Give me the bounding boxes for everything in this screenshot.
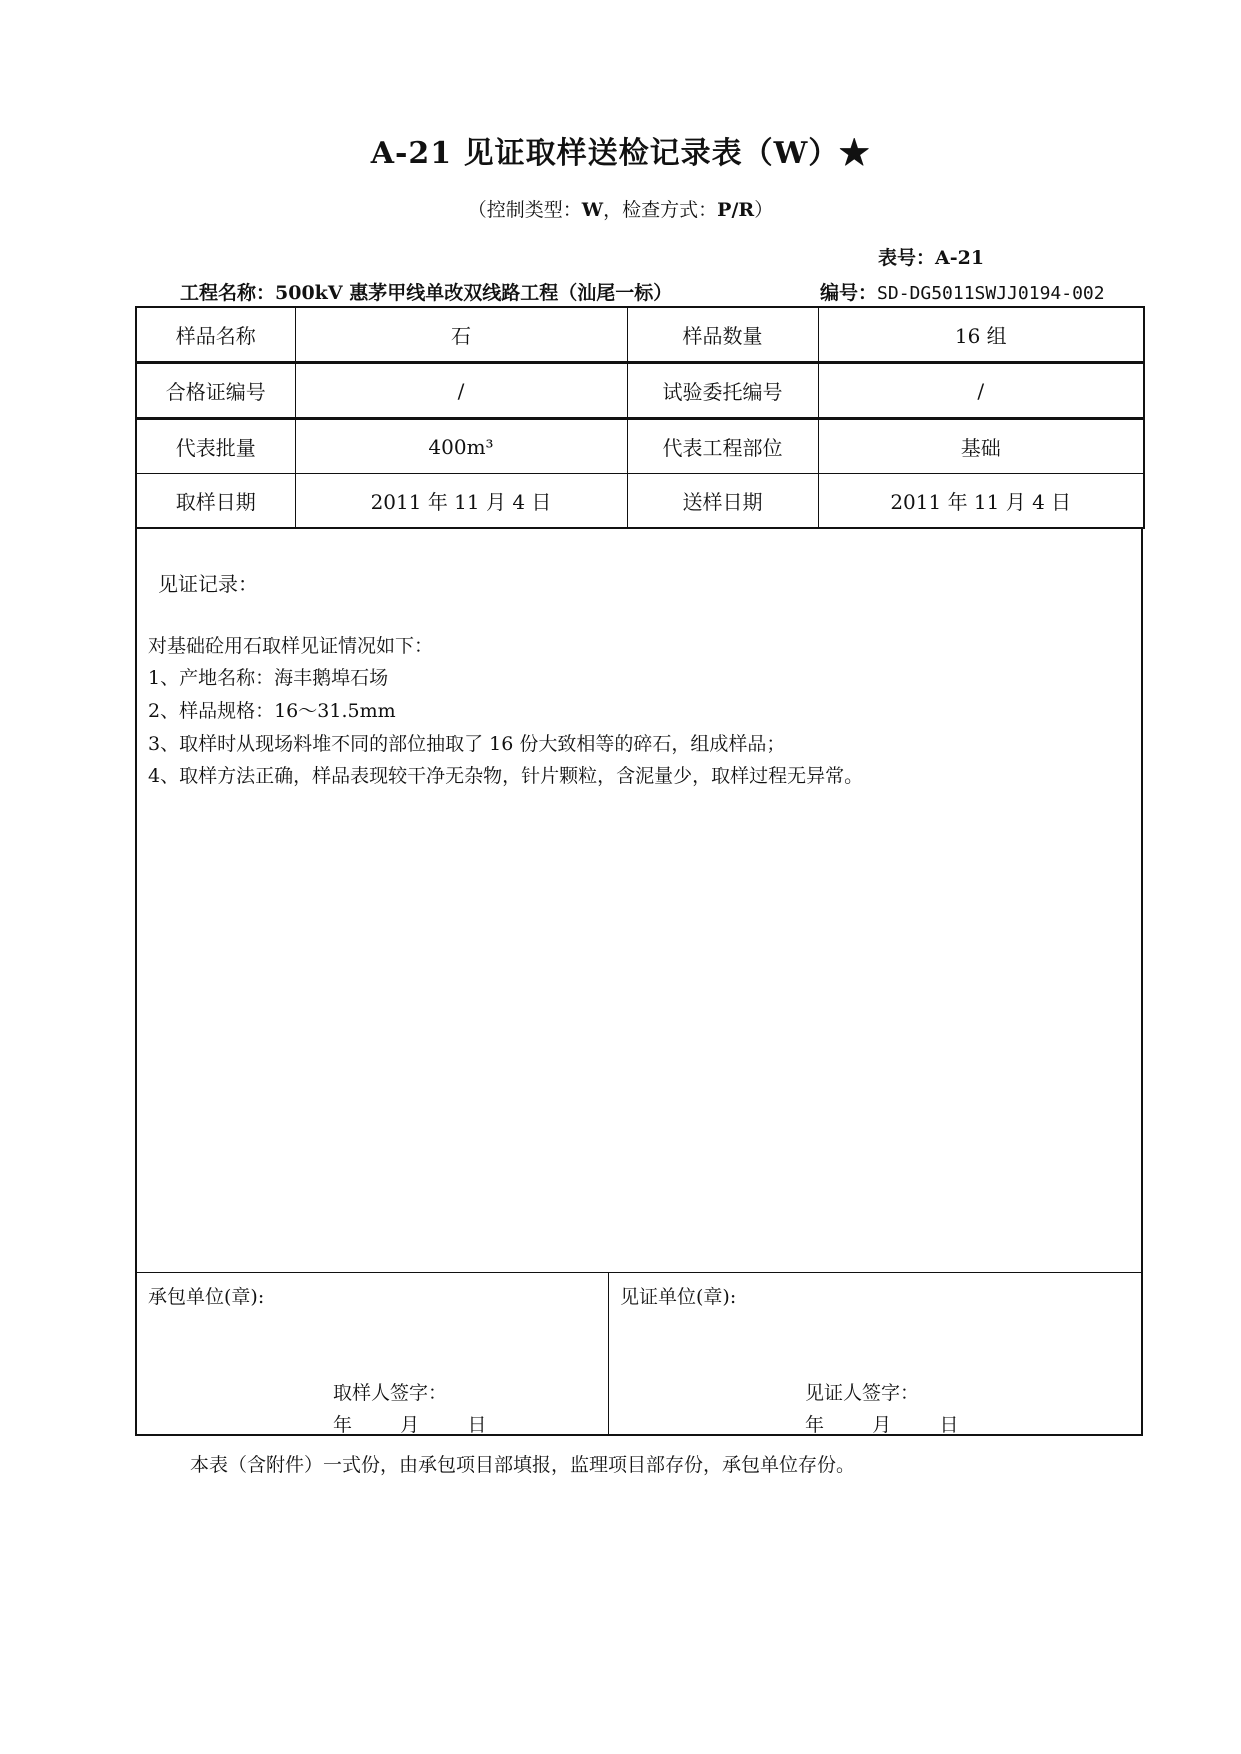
sample-name-label: 样品名称 <box>136 307 295 363</box>
sample-quantity-value: 16 组 <box>818 307 1144 363</box>
batch-size-value: 400m³ <box>295 419 627 474</box>
record-line: 1、产地名称：海丰鹅埠石场 <box>148 667 389 689</box>
project-part-value: 基础 <box>818 419 1144 474</box>
delivery-date-label: 送样日期 <box>627 474 818 529</box>
footer-note: 本表（含附件）一式份，由承包项目部填报，监理项目部存份，承包单位存份。 <box>190 1454 856 1476</box>
certificate-no-label: 合格证编号 <box>136 363 295 419</box>
witness-record-label: 见证记录： <box>158 572 258 596</box>
page-title: A-21 见证取样送检记录表（W）★ <box>370 136 871 171</box>
batch-size-label: 代表批量 <box>136 419 295 474</box>
sample-info-table <box>135 306 1145 529</box>
witness-unit-label: 见证单位(章): <box>620 1286 737 1308</box>
subtitle-suffix: ） <box>754 199 774 221</box>
signature-divider <box>608 1272 609 1436</box>
test-commission-no-value: / <box>818 363 1144 419</box>
sampler-date: 年 月 日 <box>333 1414 487 1436</box>
project-name: 500kV 惠茅甲线单改双线路工程（汕尾一标） <box>275 282 673 304</box>
document-code: SD-DG5011SWJJ0194-002 <box>877 283 1105 304</box>
project-name-line <box>180 278 672 305</box>
test-commission-no-label: 试验委托编号 <box>627 363 818 419</box>
sample-quantity-label: 样品数量 <box>627 307 818 363</box>
record-line: 2、样品规格：16～31.5mm <box>148 700 396 722</box>
control-type-value: W <box>581 199 604 221</box>
sampling-date-label: 取样日期 <box>136 474 295 529</box>
record-line: 4、取样方法正确，样品表现较干净无杂物，针片颗粒，含泥量少，取样过程无异常。 <box>148 765 864 787</box>
inspection-method-value: P/R <box>717 199 755 221</box>
subtitle-mid: ，检查方式： <box>603 199 718 221</box>
witness-signature-label: 见证人签字： <box>805 1382 920 1404</box>
sampler-signature-label: 取样人签字： <box>333 1382 448 1404</box>
contractor-unit-label: 承包单位(章): <box>148 1286 265 1308</box>
subtitle-prefix: （控制类型： <box>467 199 582 221</box>
sampling-date-value: 2011 年 11 月 4 日 <box>295 474 627 529</box>
table-row <box>136 419 1144 474</box>
control-type-line <box>0 195 1241 222</box>
form-number: 表号：A-21 <box>878 247 985 269</box>
document-code-line <box>820 278 1105 305</box>
delivery-date-value: 2011 年 11 月 4 日 <box>818 474 1144 529</box>
table-row <box>136 363 1144 419</box>
table-row <box>136 307 1144 363</box>
table-row <box>136 474 1144 529</box>
record-line: 3、取样时从现场料堆不同的部位抽取了 16 份大致相等的碎石，组成样品； <box>148 733 786 755</box>
sample-name-value: 石 <box>295 307 627 363</box>
certificate-no-value: / <box>295 363 627 419</box>
witness-record-intro: 对基础砼用石取样见证情况如下： <box>148 635 434 657</box>
witness-date: 年 月 日 <box>805 1414 959 1436</box>
code-label: 编号： <box>820 282 878 304</box>
project-part-label: 代表工程部位 <box>627 419 818 474</box>
project-label: 工程名称： <box>180 282 276 304</box>
